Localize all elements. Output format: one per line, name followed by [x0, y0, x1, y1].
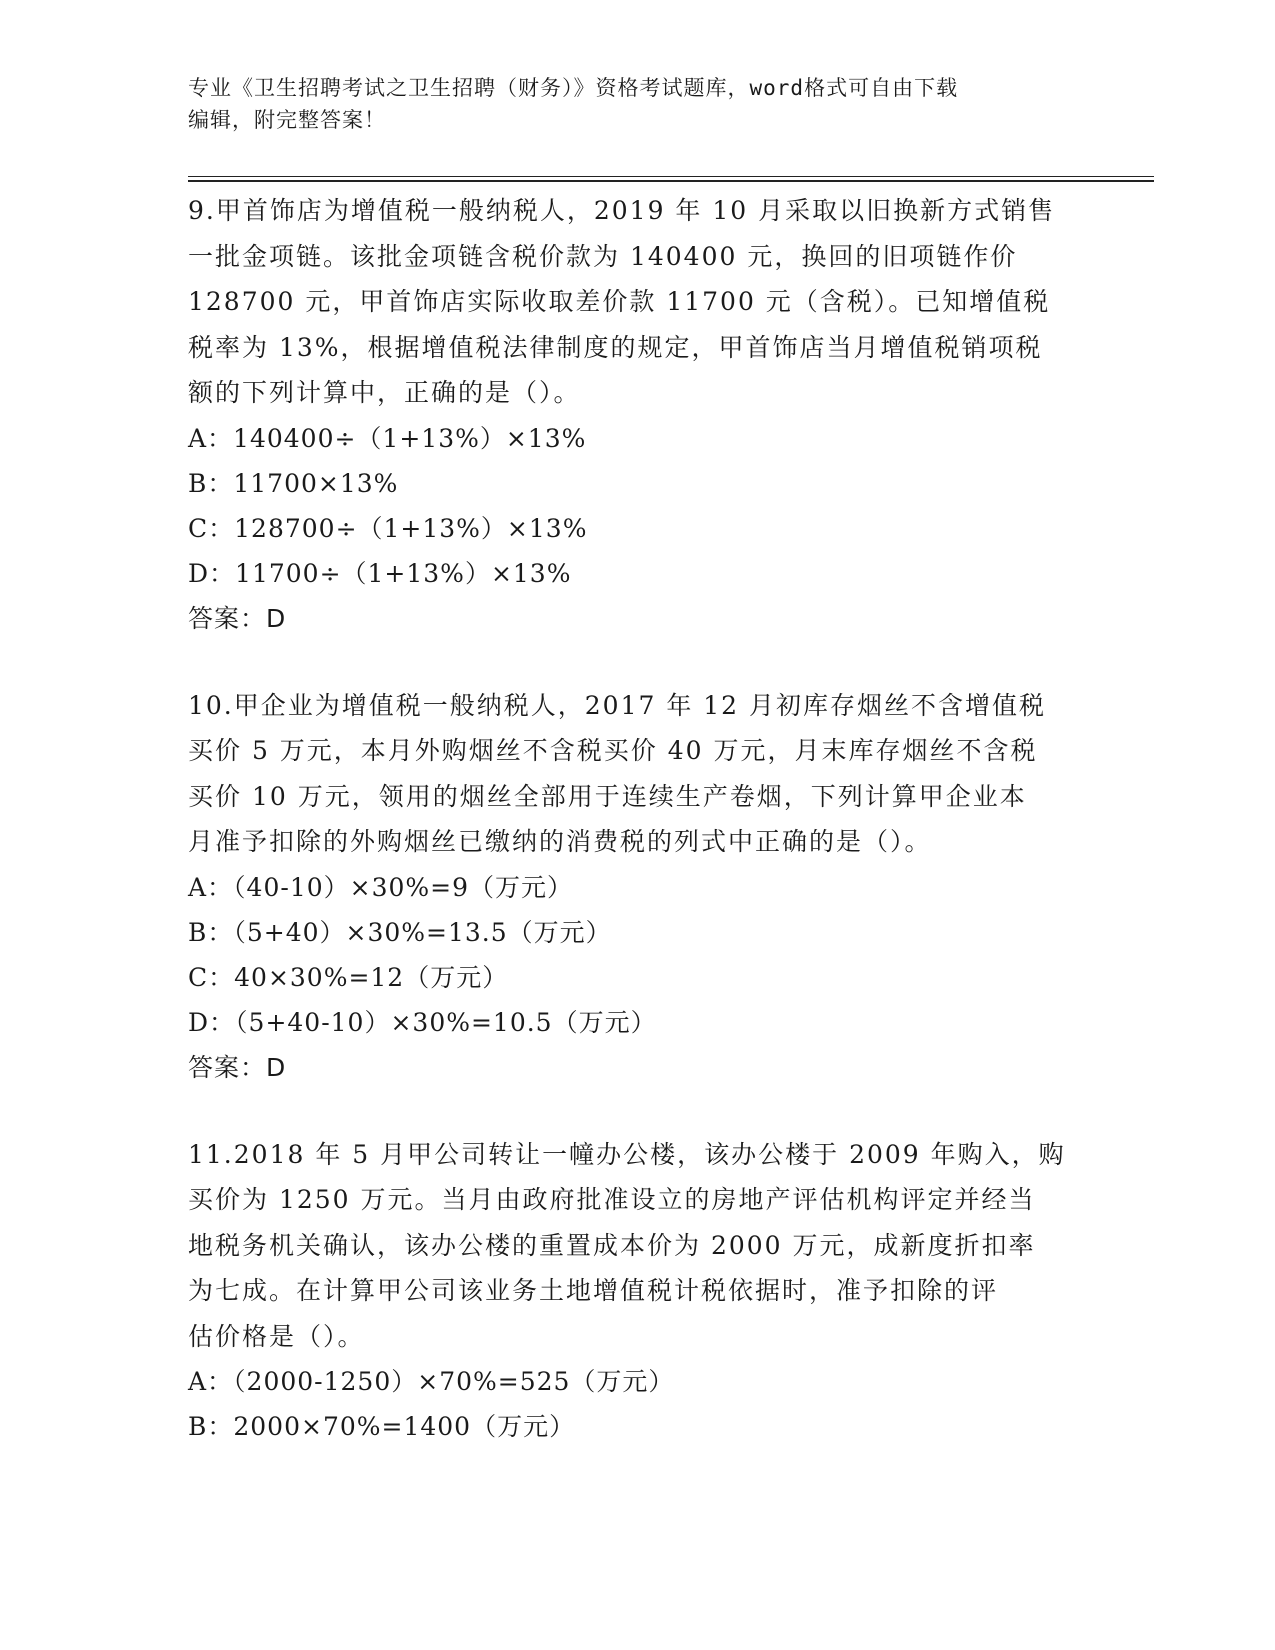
- option-c: C：40×30%=12（万元）: [188, 962, 509, 992]
- stem-line: 买价 5 万元，本月外购烟丝不含税买价 40 万元，月末库存烟丝不含税: [188, 736, 1038, 765]
- stem-line: 月准予扣除的外购烟丝已缴纳的消费税的列式中正确的是（）。: [188, 827, 932, 856]
- option-b: B：2000×70%=1400（万元）: [188, 1412, 576, 1441]
- header-line-1: 专业《卫生招聘考试之卫生招聘（财务）》资格考试题库，word格式可自由下载: [188, 76, 959, 100]
- option-b: B：（5+40）×30%=13.5（万元）: [188, 917, 612, 947]
- stem-line: 11.2018 年 5 月甲公司转让一幢办公楼，该办公楼于 2009 年购入，购: [188, 1139, 1066, 1169]
- stem-line: 买价 10 万元，领用的烟丝全部用于连续生产卷烟，下列计算甲企业本: [188, 781, 1027, 811]
- question-list: [188, 188, 1088, 1491]
- stem-line: 为七成。在计算甲公司该业务土地增值税计税依据时，准予扣除的评: [188, 1276, 999, 1305]
- stem-line: 税率为 13%，根据增值税法律制度的规定，甲首饰店当月增值税销项税: [188, 332, 1043, 362]
- question-11: [188, 1132, 1088, 1450]
- stem-line: 一批金项链。该批金项链含税价款为 140400 元，换回的旧项链作价: [188, 241, 1018, 271]
- option-d: D：（5+40-10）×30%=10.5（万元）: [188, 1007, 657, 1037]
- stem-line: 9.甲首饰店为增值税一般纳税人，2019 年 10 月采取以旧换新方式销售: [188, 196, 1056, 225]
- question-stem: [188, 188, 1088, 416]
- question-10: [188, 683, 1088, 1090]
- stem-line: 买价为 1250 万元。当月由政府批准设立的房地产评估机构评定并经当: [188, 1185, 1036, 1214]
- header-divider-thick: [188, 180, 1154, 182]
- stem-line: 128700 元，甲首饰店实际收取差价款 11700 元（含税）。已知增值税: [188, 287, 1051, 316]
- stem-line: 地税务机关确认，该办公楼的重置成本价为 2000 万元，成新度折扣率: [188, 1230, 1036, 1260]
- answer: 答案：D: [188, 1052, 287, 1082]
- option-a: A：（40-10）×30%=9（万元）: [188, 872, 573, 902]
- question-9: [188, 188, 1088, 641]
- document-header: [188, 72, 1088, 136]
- option-a: A：（2000-1250）×70%=525（万元）: [188, 1367, 675, 1396]
- option-d: D：11700÷（1+13%）×13%: [188, 558, 572, 588]
- question-stem: [188, 683, 1088, 865]
- option-a: A：140400÷（1+13%）×13%: [188, 423, 587, 453]
- answer: 答案：D: [188, 603, 287, 633]
- option-c: C：128700÷（1+13%）×13%: [188, 513, 588, 543]
- stem-line: 额的下列计算中，正确的是（）。: [188, 378, 581, 407]
- stem-line: 估价格是（）。: [188, 1321, 365, 1351]
- header-line-2: 编辑，附完整答案！: [188, 108, 386, 132]
- stem-line: 10.甲企业为增值税一般纳税人，2017 年 12 月初库存烟丝不含增值税: [188, 690, 1047, 720]
- option-b: B：11700×13%: [188, 468, 399, 498]
- header-divider-thin: [188, 176, 1154, 177]
- question-stem: [188, 1132, 1088, 1360]
